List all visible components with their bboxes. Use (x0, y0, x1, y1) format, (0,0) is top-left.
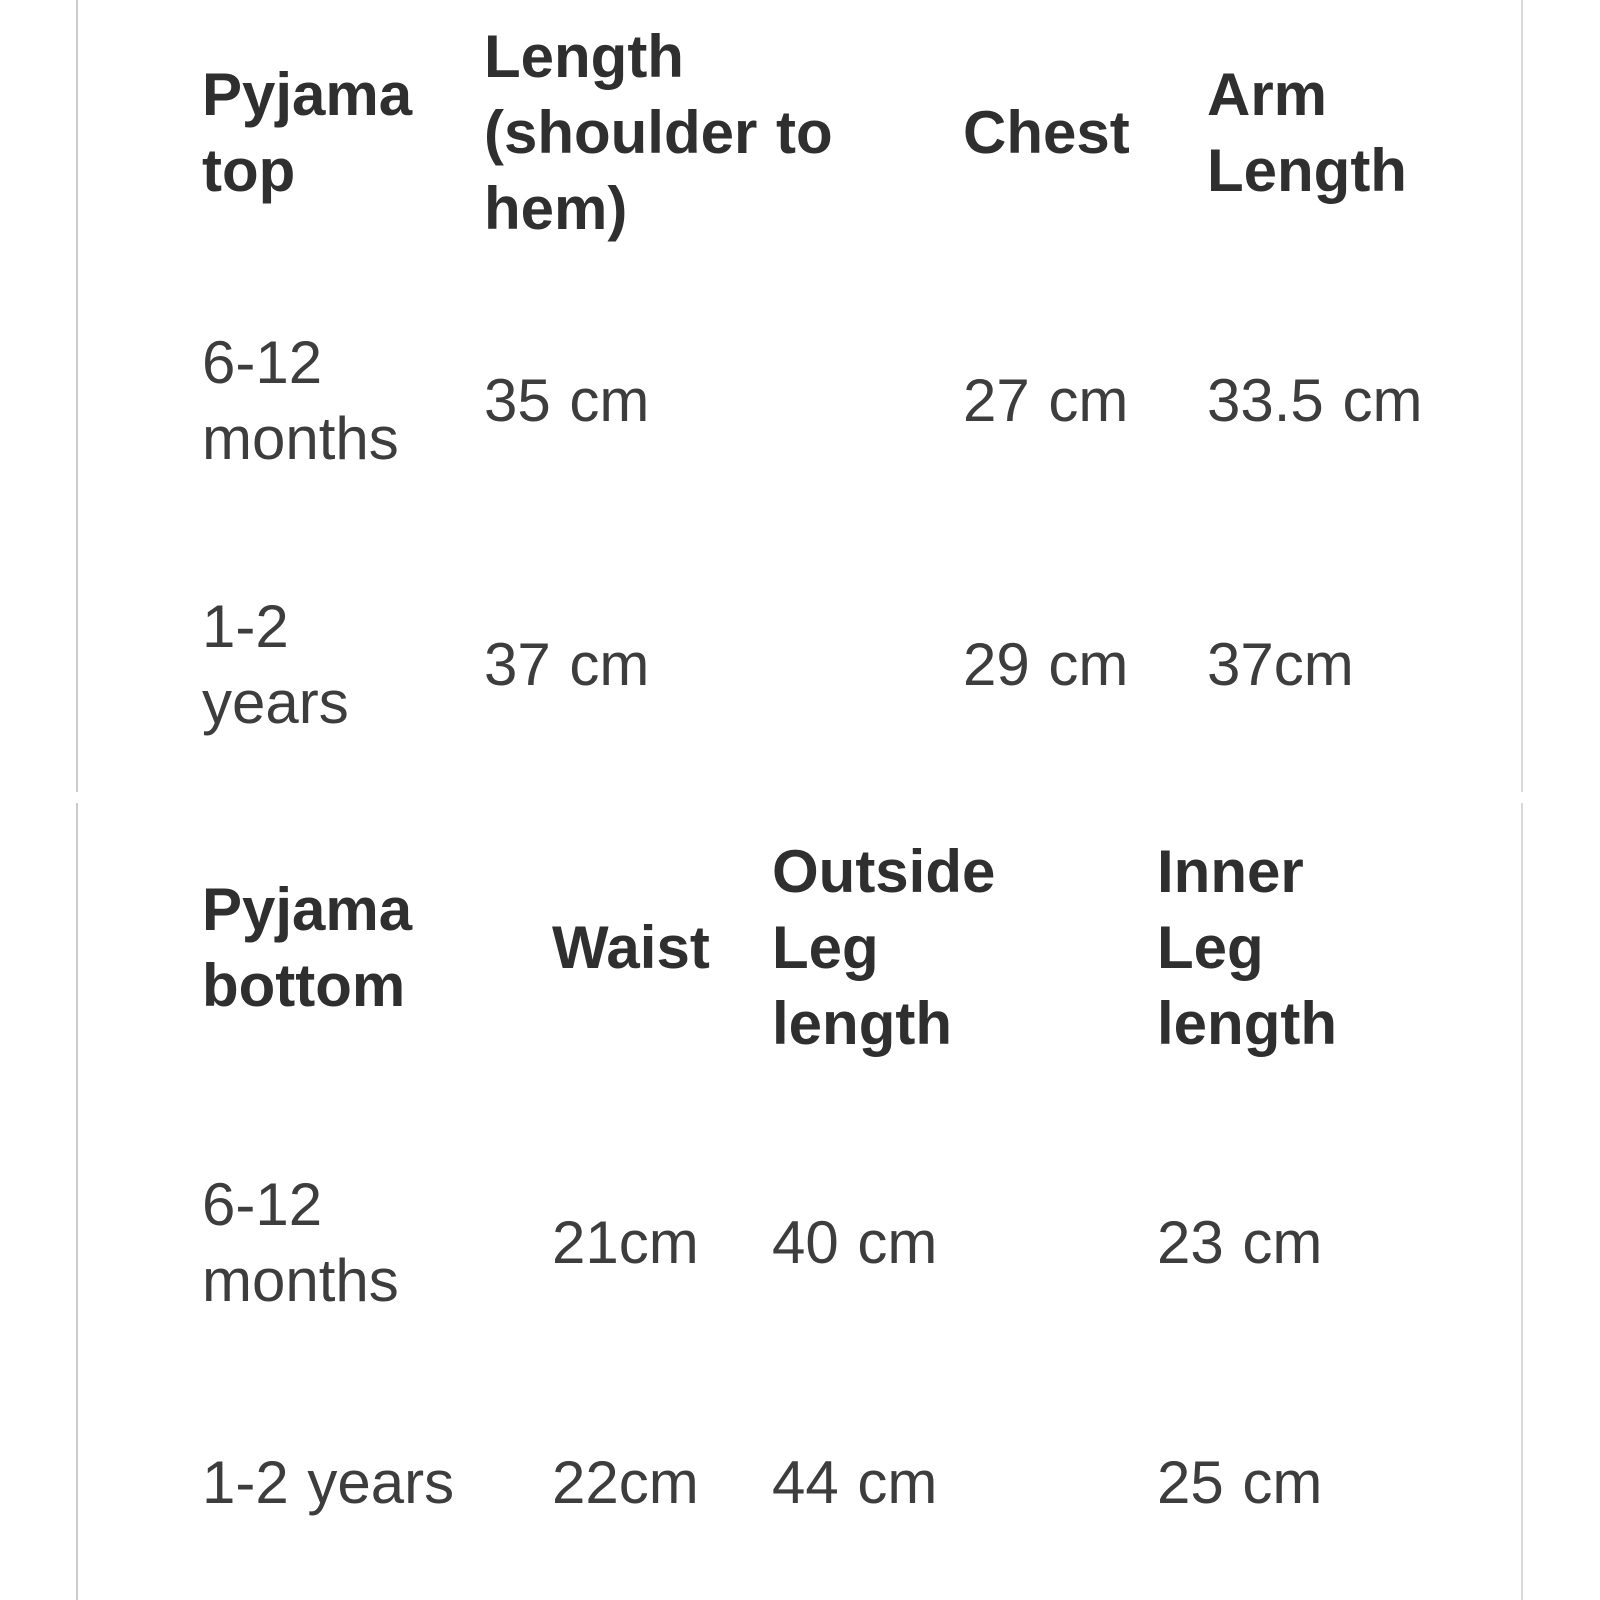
column-header-label: Pyjama bottom (202, 876, 413, 1019)
row-label: 6-12 months (202, 329, 399, 472)
table-header-row (78, 0, 1521, 265)
chest-value: 29 cm (963, 630, 1129, 698)
table-row (78, 1093, 1521, 1393)
row-label-cell (202, 325, 484, 477)
column-header-label: Length (shoulder to hem) (484, 22, 833, 242)
inner-leg-value: 25 cm (1157, 1449, 1323, 1516)
arm-length-value: 37cm (1207, 630, 1354, 698)
column-header-label: Waist (552, 914, 710, 981)
value-cell (1157, 1205, 1521, 1281)
waist-value: 22cm (552, 1449, 699, 1516)
value-cell (1207, 363, 1521, 439)
row-label: 1-2 years (202, 1449, 455, 1516)
pyjama-bottom-size-table (76, 803, 1523, 1600)
column-header-label: Inner Leg length (1157, 838, 1337, 1057)
column-header-outside-leg (772, 834, 1157, 1062)
column-header-label: Chest (963, 98, 1130, 166)
value-cell (1157, 1445, 1521, 1521)
waist-value: 21cm (552, 1209, 699, 1276)
column-header-label: Pyjama top (202, 60, 413, 204)
row-label-cell (202, 1445, 552, 1521)
arm-length-value: 33.5 cm (1207, 367, 1423, 434)
value-cell (552, 1445, 772, 1521)
length-value: 37 cm (484, 630, 650, 698)
value-cell (772, 1205, 1157, 1281)
value-cell (484, 627, 963, 703)
inner-leg-value: 23 cm (1157, 1209, 1323, 1276)
outside-leg-value: 44 cm (772, 1449, 938, 1516)
value-cell (1207, 627, 1521, 703)
value-cell (552, 1205, 772, 1281)
chest-value: 27 cm (963, 367, 1129, 434)
table-row (78, 1393, 1521, 1600)
row-label: 1-2 years (202, 592, 349, 736)
column-header-pyjama-bottom (202, 872, 552, 1024)
outside-leg-value: 40 cm (772, 1209, 938, 1276)
table-header-row (78, 803, 1521, 1093)
column-header-arm-length (1207, 57, 1521, 209)
value-cell (484, 363, 963, 439)
length-value: 35 cm (484, 367, 650, 434)
row-label-cell (202, 589, 484, 741)
table-row (78, 537, 1521, 792)
column-header-label: Outside Leg length (772, 838, 996, 1057)
column-header-length (484, 19, 963, 247)
row-label-cell (202, 1167, 552, 1319)
row-label: 6-12 months (202, 1171, 399, 1314)
value-cell (963, 627, 1207, 703)
column-header-chest (963, 95, 1207, 171)
column-header-waist (552, 910, 772, 986)
column-header-label: Arm Length (1207, 60, 1407, 204)
column-header-inner-leg (1157, 834, 1521, 1062)
value-cell (963, 363, 1207, 439)
value-cell (772, 1445, 1157, 1521)
table-row (78, 265, 1521, 537)
pyjama-top-size-table (76, 0, 1523, 792)
column-header-pyjama-top (202, 57, 484, 209)
